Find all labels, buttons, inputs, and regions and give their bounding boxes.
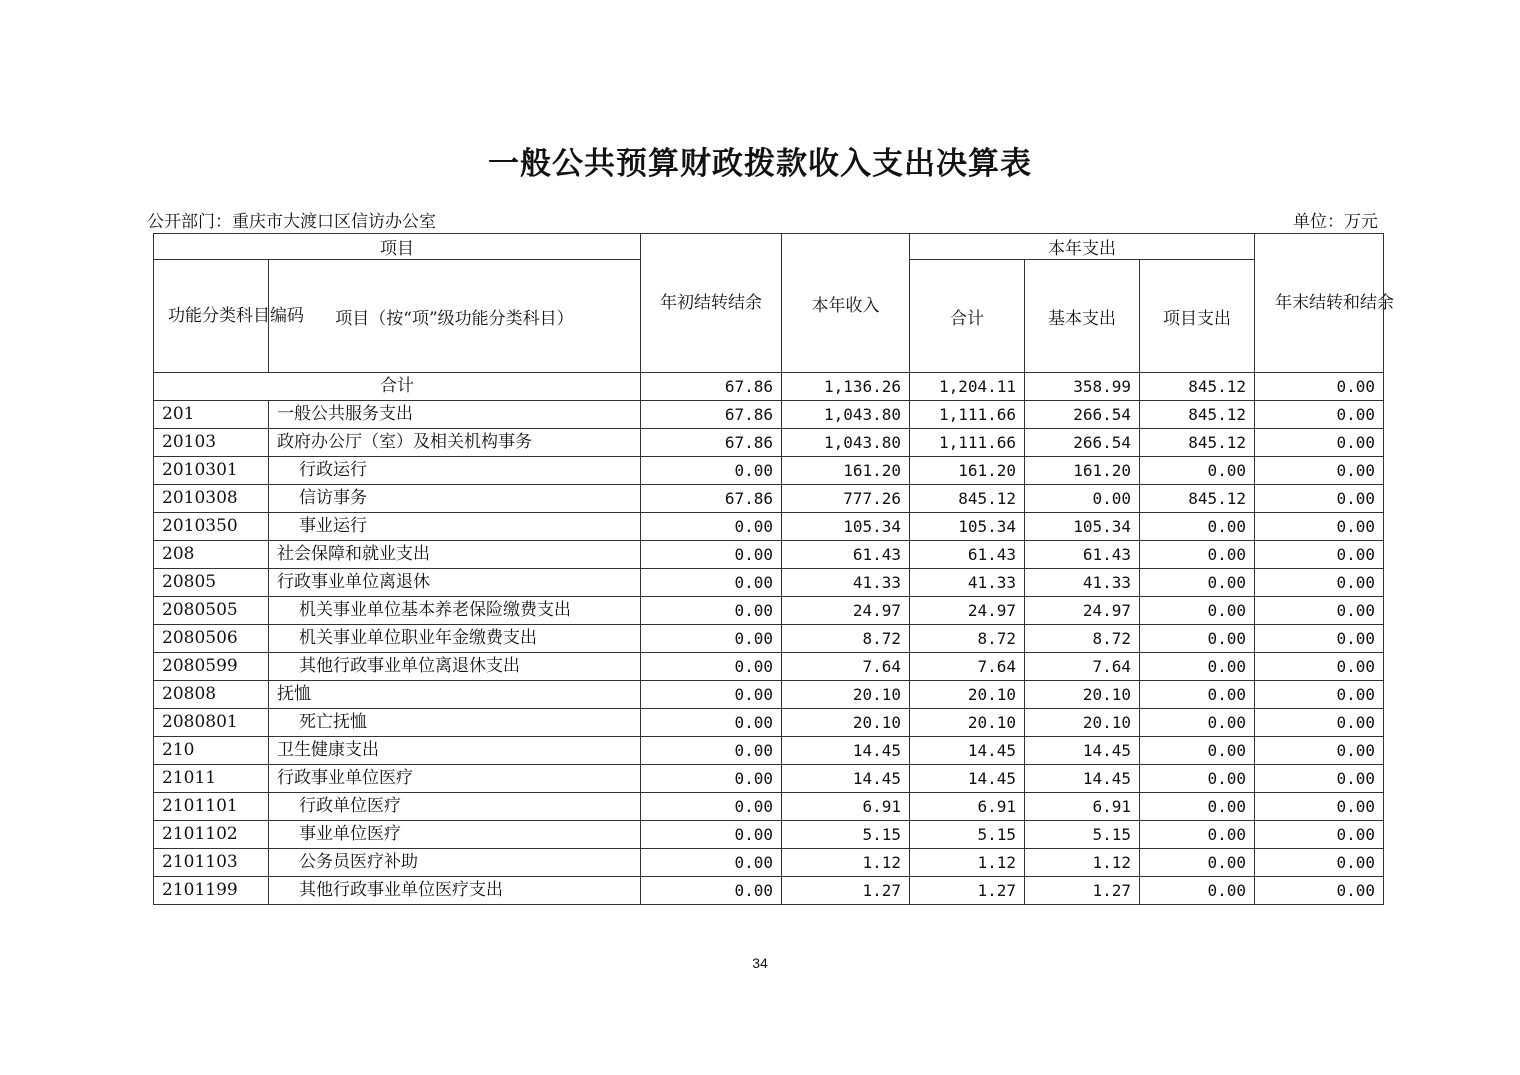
row-project: 0.00 [1140, 765, 1255, 793]
row-basic: 61.43 [1025, 541, 1140, 569]
table-header [154, 234, 1395, 373]
header-carryover-end: 年末结转和结余 [1255, 234, 1384, 373]
row-expense: 1,111.66 [910, 401, 1025, 429]
row-name: 死亡抚恤 [269, 709, 641, 737]
table-row [154, 793, 1384, 821]
total-row [154, 373, 1384, 401]
table-row [154, 429, 1384, 457]
page-number: 34 [752, 955, 768, 971]
row-carryover-end: 0.00 [1255, 569, 1384, 597]
row-project: 0.00 [1140, 513, 1255, 541]
row-basic: 20.10 [1025, 681, 1140, 709]
row-name: 政府办公厅（室）及相关机构事务 [269, 429, 641, 457]
row-carryover-begin: 0.00 [641, 653, 782, 681]
row-expense: 5.15 [910, 821, 1025, 849]
row-carryover-end: 0.00 [1255, 429, 1384, 457]
row-basic: 14.45 [1025, 765, 1140, 793]
row-expense: 14.45 [910, 737, 1025, 765]
row-income: 20.10 [782, 709, 910, 737]
row-expense: 7.64 [910, 653, 1025, 681]
row-code: 2080506 [154, 625, 269, 653]
row-project: 0.00 [1140, 793, 1255, 821]
table-row [154, 625, 1384, 653]
row-project: 0.00 [1140, 625, 1255, 653]
header-expense-total: 合计 [910, 260, 1025, 373]
header-basic: 基本支出 [1025, 260, 1140, 373]
row-name: 机关事业单位职业年金缴费支出 [269, 625, 641, 653]
row-income: 14.45 [782, 737, 910, 765]
budget-table [153, 233, 1395, 905]
row-code: 20103 [154, 429, 269, 457]
header-name: 项目（按“项”级功能分类科目） [269, 260, 641, 373]
row-code: 20808 [154, 681, 269, 709]
row-expense: 20.10 [910, 709, 1025, 737]
row-carryover-end: 0.00 [1255, 457, 1384, 485]
header-expense-group: 本年支出 [910, 234, 1255, 260]
header-income: 本年收入 [782, 234, 910, 373]
row-carryover-begin: 0.00 [641, 877, 782, 905]
row-expense: 41.33 [910, 569, 1025, 597]
row-name: 机关事业单位基本养老保险缴费支出 [269, 597, 641, 625]
row-expense: 24.97 [910, 597, 1025, 625]
table-row [154, 821, 1384, 849]
row-basic: 1.12 [1025, 849, 1140, 877]
row-basic: 1.27 [1025, 877, 1140, 905]
table-row [154, 513, 1384, 541]
row-carryover-begin: 0.00 [641, 849, 782, 877]
row-carryover-end: 0.00 [1255, 849, 1384, 877]
row-carryover-end: 0.00 [1255, 485, 1384, 513]
row-code: 2010301 [154, 457, 269, 485]
header-carryover-begin: 年初结转结余 [641, 234, 782, 373]
row-carryover-begin: 0.00 [641, 513, 782, 541]
row-income: 6.91 [782, 793, 910, 821]
row-basic: 5.15 [1025, 821, 1140, 849]
row-expense: 1,111.66 [910, 429, 1025, 457]
row-carryover-end: 0.00 [1255, 625, 1384, 653]
row-code: 20805 [154, 569, 269, 597]
row-basic: 161.20 [1025, 457, 1140, 485]
row-name: 行政事业单位离退休 [269, 569, 641, 597]
row-expense: 1.12 [910, 849, 1025, 877]
row-name: 一般公共服务支出 [269, 401, 641, 429]
row-code: 2010308 [154, 485, 269, 513]
total-label: 合计 [154, 373, 641, 401]
row-project: 0.00 [1140, 709, 1255, 737]
row-carryover-begin: 0.00 [641, 737, 782, 765]
row-income: 14.45 [782, 765, 910, 793]
row-basic: 266.54 [1025, 429, 1140, 457]
table-row [154, 737, 1384, 765]
row-expense: 8.72 [910, 625, 1025, 653]
row-basic: 24.97 [1025, 597, 1140, 625]
row-carryover-end: 0.00 [1255, 513, 1384, 541]
row-carryover-end: 0.00 [1255, 401, 1384, 429]
row-income: 41.33 [782, 569, 910, 597]
row-income: 24.97 [782, 597, 910, 625]
table-row [154, 485, 1384, 513]
row-project: 0.00 [1140, 457, 1255, 485]
row-name: 公务员医疗补助 [269, 849, 641, 877]
page-title: 一般公共预算财政拨款收入支出决算表 [488, 146, 1032, 182]
row-income: 1,043.80 [782, 429, 910, 457]
row-expense: 14.45 [910, 765, 1025, 793]
row-project: 0.00 [1140, 597, 1255, 625]
row-basic: 7.64 [1025, 653, 1140, 681]
row-expense: 845.12 [910, 485, 1025, 513]
row-income: 1,043.80 [782, 401, 910, 429]
total-basic: 358.99 [1025, 373, 1140, 401]
row-name: 信访事务 [269, 485, 641, 513]
row-code: 2080599 [154, 653, 269, 681]
row-income: 1.27 [782, 877, 910, 905]
row-income: 105.34 [782, 513, 910, 541]
row-carryover-begin: 0.00 [641, 821, 782, 849]
row-income: 8.72 [782, 625, 910, 653]
table-row [154, 569, 1384, 597]
header-project: 项目 [154, 234, 641, 260]
row-basic: 41.33 [1025, 569, 1140, 597]
row-code: 21011 [154, 765, 269, 793]
table-body [154, 373, 1384, 905]
row-code: 2101199 [154, 877, 269, 905]
row-carryover-begin: 0.00 [641, 709, 782, 737]
row-basic: 105.34 [1025, 513, 1140, 541]
row-name: 社会保障和就业支出 [269, 541, 641, 569]
row-basic: 8.72 [1025, 625, 1140, 653]
row-name: 行政事业单位医疗 [269, 765, 641, 793]
row-carryover-end: 0.00 [1255, 681, 1384, 709]
total-carryover-end: 0.00 [1255, 373, 1384, 401]
row-income: 20.10 [782, 681, 910, 709]
table-row [154, 765, 1384, 793]
row-carryover-begin: 0.00 [641, 457, 782, 485]
row-carryover-end: 0.00 [1255, 877, 1384, 905]
table-row [154, 541, 1384, 569]
row-code: 208 [154, 541, 269, 569]
table-row [154, 457, 1384, 485]
row-project: 0.00 [1140, 849, 1255, 877]
header-code: 功能分类科目编码 [154, 260, 269, 373]
row-expense: 161.20 [910, 457, 1025, 485]
row-carryover-end: 0.00 [1255, 597, 1384, 625]
row-name: 抚恤 [269, 681, 641, 709]
row-basic: 6.91 [1025, 793, 1140, 821]
row-carryover-end: 0.00 [1255, 737, 1384, 765]
row-carryover-begin: 0.00 [641, 793, 782, 821]
row-name: 行政运行 [269, 457, 641, 485]
table-row [154, 653, 1384, 681]
row-code: 2010350 [154, 513, 269, 541]
row-name: 其他行政事业单位医疗支出 [269, 877, 641, 905]
row-project: 845.12 [1140, 401, 1255, 429]
row-income: 1.12 [782, 849, 910, 877]
row-carryover-end: 0.00 [1255, 793, 1384, 821]
row-project: 0.00 [1140, 821, 1255, 849]
row-expense: 6.91 [910, 793, 1025, 821]
row-code: 2101101 [154, 793, 269, 821]
row-carryover-begin: 0.00 [641, 681, 782, 709]
row-carryover-end: 0.00 [1255, 821, 1384, 849]
total-project: 845.12 [1140, 373, 1255, 401]
table-row [154, 849, 1384, 877]
row-name: 事业运行 [269, 513, 641, 541]
row-carryover-begin: 0.00 [641, 765, 782, 793]
row-carryover-begin: 0.00 [641, 597, 782, 625]
row-expense: 105.34 [910, 513, 1025, 541]
table-row [154, 877, 1384, 905]
row-code: 2101102 [154, 821, 269, 849]
department-label: 公开部门：重庆市大渡口区信访办公室 [147, 212, 436, 232]
row-income: 5.15 [782, 821, 910, 849]
row-carryover-begin: 67.86 [641, 485, 782, 513]
row-carryover-begin: 0.00 [641, 625, 782, 653]
row-code: 210 [154, 737, 269, 765]
row-carryover-end: 0.00 [1255, 709, 1384, 737]
table-row [154, 709, 1384, 737]
row-code: 2080505 [154, 597, 269, 625]
row-expense: 61.43 [910, 541, 1025, 569]
row-code: 201 [154, 401, 269, 429]
row-income: 61.43 [782, 541, 910, 569]
row-basic: 0.00 [1025, 485, 1140, 513]
row-name: 事业单位医疗 [269, 821, 641, 849]
row-code: 2101103 [154, 849, 269, 877]
row-carryover-begin: 67.86 [641, 429, 782, 457]
row-carryover-begin: 67.86 [641, 401, 782, 429]
row-project: 0.00 [1140, 737, 1255, 765]
row-basic: 20.10 [1025, 709, 1140, 737]
row-name: 行政单位医疗 [269, 793, 641, 821]
header-project-exp: 项目支出 [1140, 260, 1255, 373]
row-carryover-end: 0.00 [1255, 765, 1384, 793]
row-name: 其他行政事业单位离退休支出 [269, 653, 641, 681]
total-carryover-begin: 67.86 [641, 373, 782, 401]
table-row [154, 597, 1384, 625]
row-carryover-end: 0.00 [1255, 541, 1384, 569]
row-expense: 20.10 [910, 681, 1025, 709]
row-income: 7.64 [782, 653, 910, 681]
table-row [154, 401, 1384, 429]
total-income: 1,136.26 [782, 373, 910, 401]
row-project: 0.00 [1140, 681, 1255, 709]
row-carryover-begin: 0.00 [641, 569, 782, 597]
row-project: 845.12 [1140, 429, 1255, 457]
row-project: 0.00 [1140, 569, 1255, 597]
unit-label: 单位：万元 [1293, 212, 1378, 232]
row-basic: 14.45 [1025, 737, 1140, 765]
table-row [154, 681, 1384, 709]
row-carryover-end: 0.00 [1255, 653, 1384, 681]
row-project: 0.00 [1140, 877, 1255, 905]
row-project: 845.12 [1140, 485, 1255, 513]
total-expense: 1,204.11 [910, 373, 1025, 401]
row-code: 2080801 [154, 709, 269, 737]
row-income: 161.20 [782, 457, 910, 485]
row-project: 0.00 [1140, 653, 1255, 681]
row-project: 0.00 [1140, 541, 1255, 569]
row-income: 777.26 [782, 485, 910, 513]
row-name: 卫生健康支出 [269, 737, 641, 765]
row-basic: 266.54 [1025, 401, 1140, 429]
row-expense: 1.27 [910, 877, 1025, 905]
row-carryover-begin: 0.00 [641, 541, 782, 569]
